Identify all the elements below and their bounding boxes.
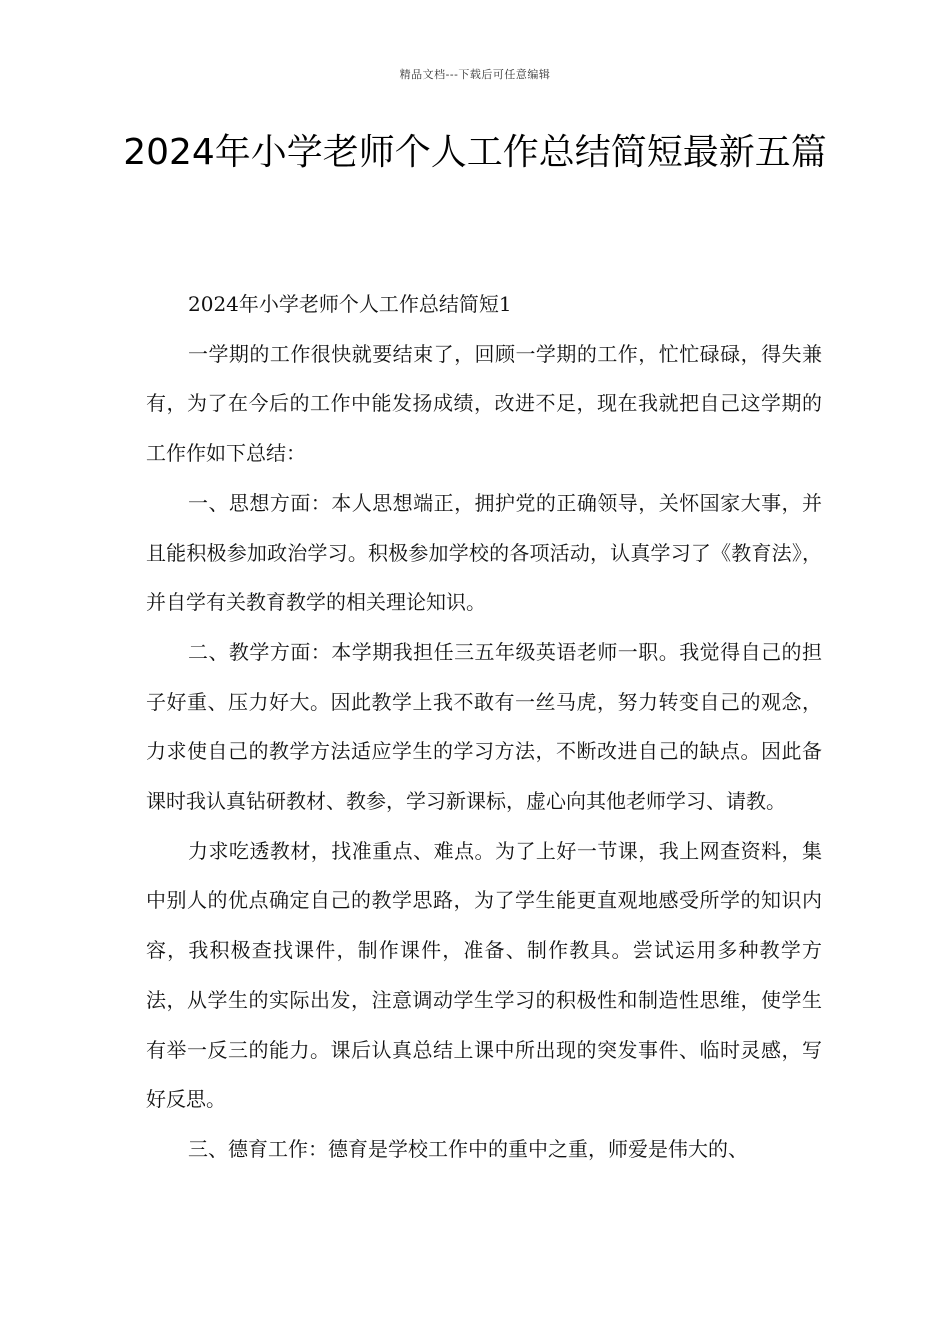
paragraph-moral-education: 三、德育工作：德育是学校工作中的重中之重，师爱是伟大的、 bbox=[188, 1136, 748, 1161]
document-title: 2024年小学老师个人工作总结简短最新五篇 bbox=[123, 132, 827, 173]
header-note: 精品文档---下载后可任意编辑 bbox=[399, 68, 551, 81]
paragraph-teaching: 二、教学方面：本学期我担任三五年级英语老师一职。我觉得自己的担子好重、压力好大。因此教学上我不敢有一丝马虎，努力转变自己的观念，力求使自己的教学方法适应学生的学习方法，不断改进自己的缺点。因此备课时我认真钻研教材、教参，学习新课标，虚心向其他老师学习、请教。 bbox=[146, 639, 822, 814]
section-subtitle: 2024年小学老师个人工作总结简短1 bbox=[188, 292, 512, 316]
paragraph-intro: 一学期的工作很快就要结束了，回顾一学期的工作，忙忙碌碌，得失兼有，为了在今后的工作中能发扬成绩，改进不足，现在我就把自己这学期的工作作如下总结： bbox=[146, 341, 822, 466]
document-body bbox=[146, 280, 822, 1175]
paragraph-teaching-methods: 力求吃透教材，找准重点、难点。为了上好一节课，我上网查资料，集中别人的优点确定自己的教学思路，为了学生能更直观地感受所学的知识内容，我积极查找课件，制作课件，准备、制作教具。尝试运用多种教学方法，从学生的实际出发，注意调动学生学习的积极性和制造性思维，使学生有举一反三的能力。课后认真总结上课中所出现的突发事件、临时灵感，写好反思。 bbox=[146, 838, 822, 1112]
paragraph-thought: 一、思想方面：本人思想端正，拥护党的正确领导，关怀国家大事，并且能积极参加政治学习。积极参加学校的各项活动，认真学习了《教育法》，并自学有关教育教学的相关理论知识。 bbox=[146, 490, 822, 615]
